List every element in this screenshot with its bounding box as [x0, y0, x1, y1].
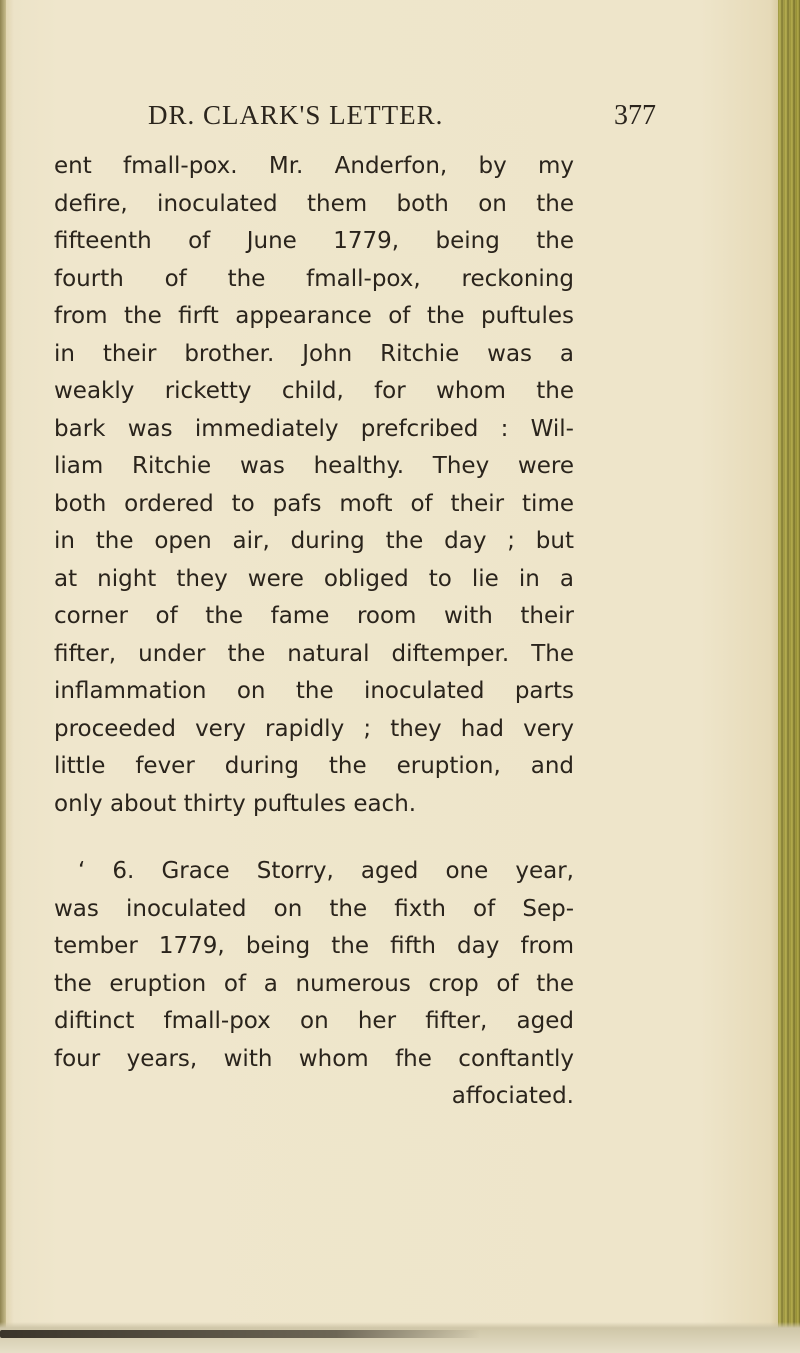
text-line: defire, inoculated them both on the — [54, 190, 574, 217]
text-line: inflammation on the inoculated parts — [54, 678, 574, 704]
body-text — [54, 148, 574, 1116]
text-line: fifteenth of June 1779, being the — [54, 228, 574, 254]
page-bottom-shadow — [0, 1330, 480, 1338]
page-number: 377 — [614, 100, 656, 131]
text-line: little fever during the eruption, and — [54, 753, 574, 779]
text-line: fourth of the fmall-pox, reckoning — [54, 265, 574, 292]
text-line: affociated. — [451, 1083, 574, 1109]
text-line: four years, with whom fhe conftantly — [54, 1045, 574, 1072]
running-title: DR. CLARK'S LETTER. — [148, 100, 444, 130]
text-line: fifter, under the natural diftemper. The — [54, 640, 574, 667]
text-line: only about thirty puftules each. — [54, 790, 417, 817]
text-line: ‘ 6. Grace Storry, aged one year, — [78, 858, 574, 884]
text-line: from the firft appearance of the puftules — [54, 303, 574, 329]
paragraph-2 — [54, 853, 574, 891]
text-line: corner of the fame room with their — [54, 603, 574, 629]
text-line: was inoculated on the fixth of Sep- — [54, 895, 574, 922]
book-spine-edge — [778, 0, 800, 1353]
text-line: tember 1779, being the fifth day from — [54, 933, 574, 959]
text-line: the eruption of a numerous crop of the — [54, 970, 574, 997]
page-left-edge — [0, 0, 6, 1353]
paragraph-1 — [54, 148, 574, 823]
paragraph-2-continued — [54, 891, 574, 1116]
text-line: ent fmall-pox. Mr. Anderfon, by my — [54, 153, 574, 179]
text-line: bark was immediately prefcribed : Wil- — [54, 415, 574, 442]
text-line: weakly ricketty child, for whom the — [54, 378, 574, 404]
text-line: liam Ritchie was healthy. They were — [54, 453, 574, 479]
text-line: at night they were obliged to lie in a — [54, 565, 574, 592]
text-line: in their brother. John Ritchie was a — [54, 340, 574, 367]
text-line: both ordered to pafs moft of their time — [54, 490, 574, 517]
text-line: in the open air, during the day ; but — [54, 528, 574, 554]
paragraph-gap — [54, 823, 574, 853]
text-line: proceeded very rapidly ; they had very — [54, 715, 574, 742]
text-line: diftinct fmall-pox on her fifter, aged — [54, 1008, 574, 1034]
